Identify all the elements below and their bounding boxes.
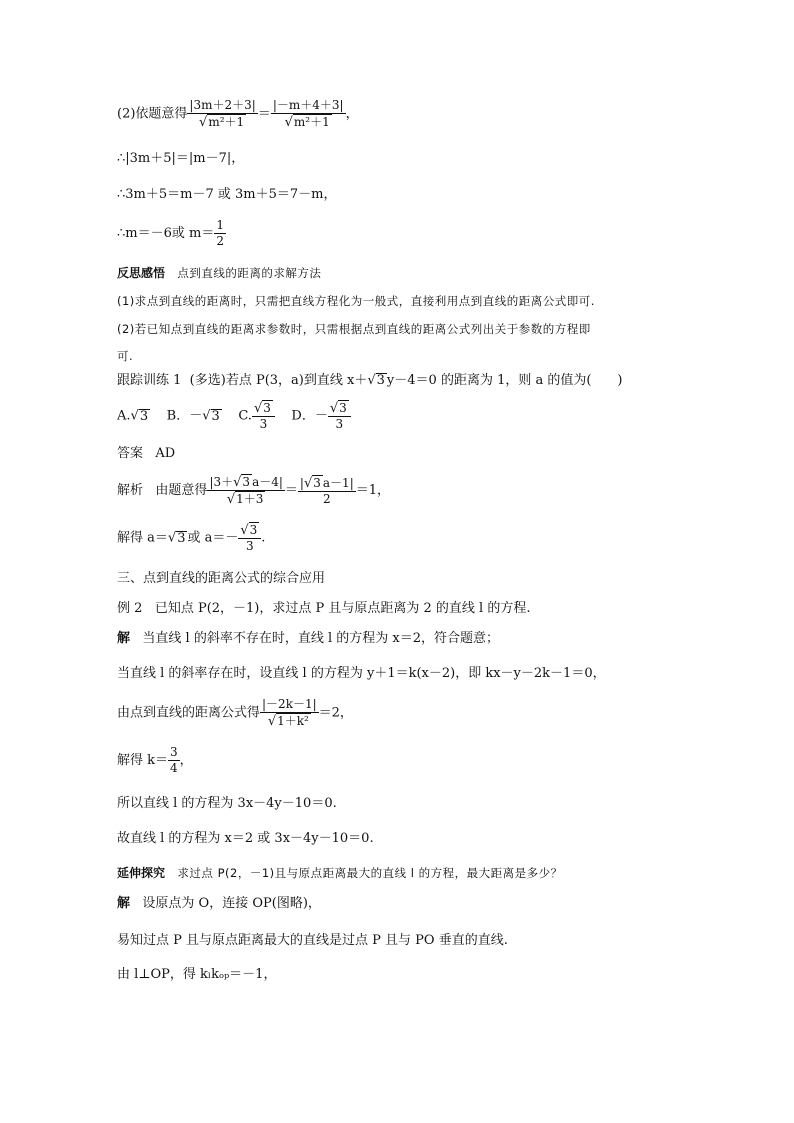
option-c-label: C. <box>238 408 252 424</box>
solution-label: 解 <box>117 896 131 911</box>
solution-step-equation <box>117 98 359 130</box>
fraction-denominator: √m²＋1 <box>199 115 245 130</box>
fraction-numerator: |－2k－1| <box>262 697 317 711</box>
option-b-label: B．－ <box>166 408 203 424</box>
option-b-radicand: 3 <box>211 408 220 424</box>
radicand: m²＋1 <box>208 115 245 129</box>
option-c-denominator: 3 <box>259 417 268 431</box>
fraction-denominator: 2 <box>216 234 224 248</box>
fraction-denominator: 2 <box>323 491 331 506</box>
fraction-denominator: √1＋k² <box>267 714 309 729</box>
radicand: 3 <box>376 373 385 388</box>
example-2-solution-3 <box>117 697 353 729</box>
fraction-numerator: |3m＋2＋3| <box>189 98 256 112</box>
fraction-denominator: √m²＋1 <box>284 115 330 130</box>
fraction-numerator: |－m＋4＋3| <box>272 98 344 112</box>
example-2-solution-5: 所以直线 l 的方程为 3x－4y－10＝0. <box>117 796 337 811</box>
solution-fraction: $\frac{√3}{3}$ <box>238 522 261 554</box>
section-3-title: 三、点到直线的距离公式的综合应用 <box>117 571 326 586</box>
fraction-numerator: |3＋√3 a－4| <box>209 475 283 490</box>
option-a-radicand: 3 <box>139 408 149 424</box>
fraction-denominator: 4 <box>170 761 178 775</box>
question-text-cont: y－4＝0 的距离为 1，则 a 的值为( ) <box>386 373 623 388</box>
solution-tail: ＝2， <box>318 705 353 721</box>
k-fraction <box>168 745 180 776</box>
extension-label: 延伸探究 <box>117 866 166 880</box>
analysis-fraction-1 <box>207 474 284 507</box>
solution-mid: 或 a＝－ <box>187 530 239 546</box>
example-2-solution-6: 故直线 l 的方程为 x＝2 或 3x－4y－10＝0. <box>117 831 374 846</box>
example-2-solution-2: 当直线 l 的斜率存在时，设直线 l 的方程为 y＋1＝k(x－2)，即 kx－y－2k－1＝0， <box>117 666 606 681</box>
solution-radicand: 3 <box>177 530 186 546</box>
extension-solution-3: 由 l⊥OP，得 kₗkₒₚ＝－1， <box>117 967 277 982</box>
equals-sign: ＝ <box>257 106 271 122</box>
fraction-numerator: |√3 a－1| <box>299 475 354 491</box>
option-c-fraction: $\frac{√3}{3}$ <box>252 400 275 432</box>
solution-prefix: 解得 k＝ <box>117 753 169 768</box>
answer-label: 答案 <box>117 446 144 461</box>
solution-step-abs: ∴|3m＋5|＝|m－7|， <box>117 151 245 166</box>
distance-fraction <box>260 697 319 729</box>
fraction-left <box>187 98 257 130</box>
option-d-radicand: 3 <box>339 401 347 415</box>
reflection-point-1: (1)求点到直线的距离时，只需把直线方程化为一般式，直接利用点到直线的距离公式即可. <box>117 294 595 308</box>
fraction-numerator: 3 <box>170 745 178 759</box>
fraction-half <box>214 218 226 249</box>
exercise-tag: (多选) <box>189 373 226 388</box>
step-prefix: (2)依题意得 <box>117 106 188 122</box>
fraction-denominator: √1＋3 <box>226 492 264 507</box>
extension-question <box>117 864 563 883</box>
solution-tail: ， <box>179 753 193 768</box>
exercise-1-question: 跟踪训练 1 (多选)若点 P(3，a)到直线 x＋√3 y－4＝0 的距离为 1，则 a 的值为( ) <box>117 373 623 388</box>
example-2-solution-1 <box>117 630 499 648</box>
exercise-label: 跟踪训练 1 <box>117 373 182 388</box>
reflection-point-2-cont: 可. <box>117 349 134 363</box>
option-d-fraction: $\frac{√3}{3}$ <box>328 400 351 432</box>
extension-solution-1 <box>117 895 321 913</box>
result-prefix: ∴m＝－6或 m＝ <box>117 226 215 241</box>
solution-step-result <box>117 218 226 249</box>
answer-line <box>117 445 175 463</box>
extension-solution-2: 易知过点 P 且与原点距离最大的直线是过点 P 且与 PO 垂直的直线. <box>117 933 508 948</box>
analysis-label: 解析 <box>117 483 144 498</box>
fraction-numerator: 1 <box>216 218 224 232</box>
solution-line: 解得 a＝√3 或 a＝－ $\frac{√3}{3}$ . <box>117 523 266 553</box>
example-text: 已知点 P(2，－1)，求过点 P 且与原点距离为 2 的直线 l 的方程. <box>154 601 531 616</box>
solution-prefix: 由点到直线的距离公式得 <box>117 705 261 721</box>
equals-sign: ＝ <box>284 483 298 498</box>
exercise-1-options: A.√3 B．－√3 C. $\frac{√3}{3}$ D．－ $\frac{√3}{3}$ <box>117 400 351 432</box>
option-d-label: D．－ <box>291 408 328 424</box>
solution-text: 当直线 l 的斜率不存在时，直线 l 的方程为 x＝2，符合题意； <box>142 631 500 646</box>
example-2-question <box>117 600 530 618</box>
option-c-radicand: 3 <box>263 401 271 415</box>
example-label: 例 2 <box>117 601 143 616</box>
extension-text: 求过点 P(2，－1)且与原点距离最大的直线 l 的方程，最大距离是多少？ <box>177 866 563 880</box>
reflection-point-2: (2)若已知点到直线的距离求参数时，只需根据点到直线的距离公式列出关于参数的方程即 <box>117 322 591 336</box>
solution-text: 设原点为 O，连接 OP(图略)， <box>142 896 321 911</box>
answer-value: AD <box>155 446 176 461</box>
question-text: 若点 P(3，a)到直线 x＋ <box>225 373 368 388</box>
analysis-prefix: 由题意得 <box>155 483 208 498</box>
analysis-line <box>117 474 390 507</box>
solution-label: 解 <box>117 631 131 646</box>
solution-step-cases: ∴3m＋5＝m－7 或 3m＋5＝7－m， <box>117 187 337 202</box>
analysis-fraction-2 <box>298 475 356 507</box>
solution-prefix: 解得 a＝ <box>117 530 168 546</box>
option-a-label: A. <box>117 408 131 424</box>
reflection-heading <box>117 264 321 283</box>
analysis-tail: ＝1， <box>355 483 391 498</box>
reflection-title: 反思感悟 <box>117 266 166 280</box>
option-d-denominator: 3 <box>335 417 344 431</box>
reflection-subtitle: 点到直线的距离的求解方法 <box>177 266 322 280</box>
example-2-solution-4 <box>117 745 193 776</box>
punctuation: ， <box>345 106 359 122</box>
radicand: m²＋1 <box>293 115 330 129</box>
solution-tail: . <box>261 530 266 546</box>
fraction-right <box>271 98 346 130</box>
